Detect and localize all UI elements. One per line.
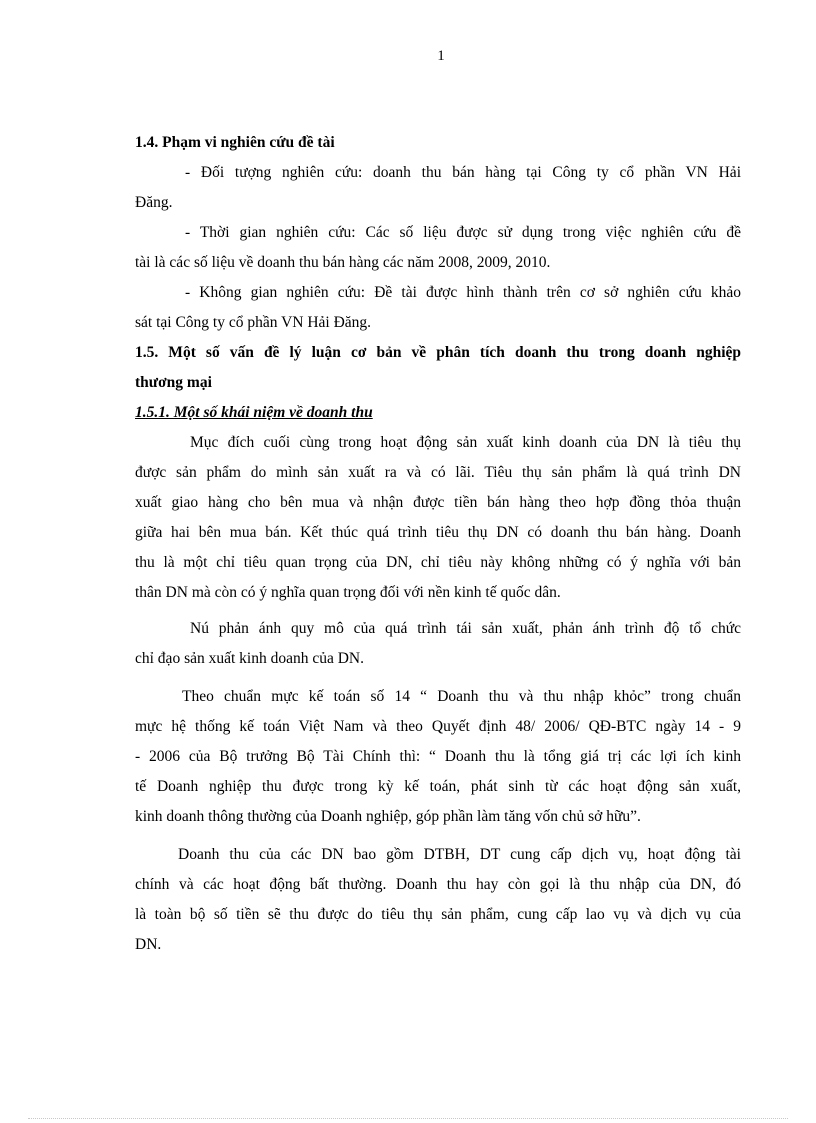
paragraph-line: - 2006 của Bộ trưởng Bộ Tài Chính thì: “ Doanh thu là tổng giá trị các lợi ích kinh — [135, 748, 741, 765]
paragraph-line: kinh doanh thông thường của Doanh nghiệp, góp phần làm tăng vốn chủ sở hữu”. — [135, 808, 641, 825]
paragraph-line: Doanh thu của các DN bao gồm DTBH, DT cung cấp dịch vụ, hoạt động tài — [178, 846, 741, 863]
paragraph-line: Mục đích cuối cùng trong hoạt động sản xuất kinh doanh của DN là tiêu thụ — [190, 434, 741, 451]
section-1-5-heading-line-2: thương mại — [135, 374, 212, 391]
scope-space-line-2: sát tại Công ty cổ phần VN Hải Đăng. — [135, 314, 372, 331]
paragraph-line: được sản phẩm do mình sản xuất ra và có lãi. Tiêu thụ sản phẩm là quá trình DN — [135, 464, 741, 481]
scope-object-line-2: Đăng. — [135, 194, 173, 211]
section-1-5-heading-line-1: 1.5. Một số vấn đề lý luận cơ bản về phân tích doanh thu trong doanh nghiệp — [135, 344, 741, 361]
paragraph-line: chính và các hoạt động bất thường. Doanh thu hay còn gọi là thu nhập của DN, đó — [135, 876, 741, 893]
page-bottom-rule — [28, 1118, 788, 1119]
scope-object-line-1: - Đối tượng nghiên cứu: doanh thu bán hàng tại Công ty cổ phần VN Hải — [185, 164, 741, 181]
paragraph-line: là toàn bộ số tiền sẽ thu được do tiêu thụ sản phẩm, cung cấp lao vụ và dịch vụ của — [135, 906, 741, 923]
paragraph-line: chỉ đạo sản xuất kinh doanh của DN. — [135, 650, 364, 667]
section-1-4-heading: 1.4. Phạm vi nghiên cứu đề tài — [135, 134, 335, 151]
scope-time-line-1: - Thời gian nghiên cứu: Các số liệu được sử dụng trong việc nghiên cứu đề — [185, 224, 741, 241]
paragraph-line: thân DN mà còn có ý nghĩa quan trọng đối với nền kinh tế quốc dân. — [135, 584, 561, 601]
paragraph-purpose — [135, 428, 741, 608]
paragraph-reflection — [135, 614, 741, 674]
paragraph-line: xuất giao hàng cho bên mua và nhận được tiền bán hàng theo hợp đồng thỏa thuận — [135, 494, 741, 511]
paragraph-line: thu là một chỉ tiêu quan trọng của DN, chỉ tiêu này không những có ý nghĩa với bản — [135, 554, 741, 571]
document-body — [135, 128, 741, 960]
paragraph-line: tế Doanh nghiệp thu được trong kỳ kế toán, phát sinh từ các hoạt động sản xuất, — [135, 778, 741, 795]
section-1-5-1-subheading: 1.5.1. Một số khái niệm về doanh thu — [135, 404, 373, 421]
paragraph-line: DN. — [135, 936, 162, 953]
paragraph-standard — [135, 682, 741, 832]
paragraph-line: giữa hai bên mua bán. Kết thúc quá trình tiêu thụ DN có doanh thu bán hàng. Doanh — [135, 524, 741, 541]
page-number: 1 — [437, 48, 445, 64]
scope-space-line-1: - Không gian nghiên cứu: Đề tài được hình thành trên cơ sở nghiên cứu khảo — [185, 284, 741, 301]
paragraph-line: Nú phản ánh quy mô của quá trình tái sản xuất, phản ánh trình độ tổ chức — [190, 620, 741, 637]
paragraph-line: mực hệ thống kế toán Việt Nam và theo Quyết định 48/ 2006/ QĐ-BTC ngày 14 - 9 — [135, 718, 741, 735]
scope-time-line-2: tài là các số liệu về doanh thu bán hàng các năm 2008, 2009, 2010. — [135, 254, 551, 271]
paragraph-line: Theo chuẩn mực kế toán số 14 “ Doanh thu và thu nhập khỏc” trong chuẩn — [182, 688, 741, 705]
paragraph-revenue-composition — [135, 840, 741, 960]
